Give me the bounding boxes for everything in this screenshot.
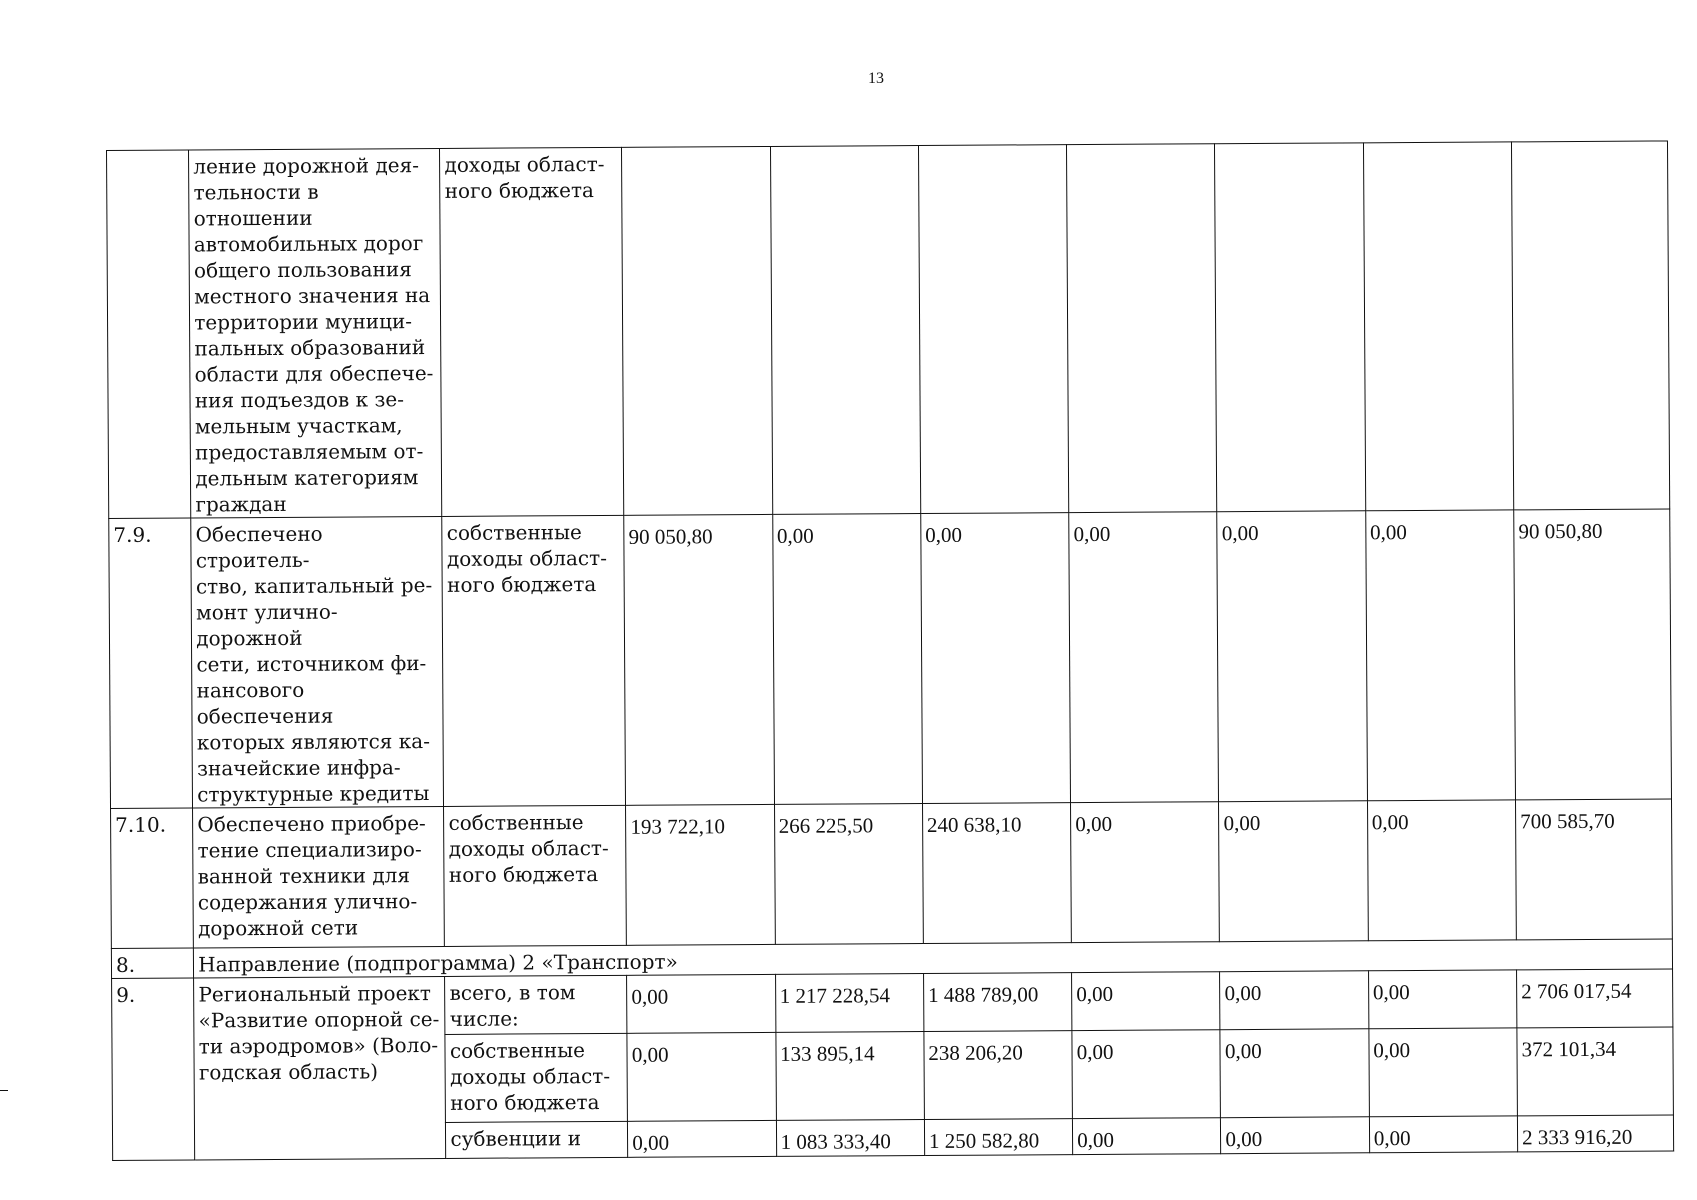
budget-table <box>106 140 1674 1161</box>
value-cell: 90 050,80 <box>624 514 774 805</box>
row-name: Обеспечено приобре- тение специализиро- ванной техники для содержания улично- дорожной сети <box>193 806 445 948</box>
row-source: доходы област- ного бюджета <box>440 147 624 516</box>
value-cell: 0,00 <box>627 1032 776 1121</box>
value-cell: 90 050,80 <box>1514 509 1672 800</box>
value-cell: 0,00 <box>1369 1116 1518 1153</box>
value-cell: 2 706 017,54 <box>1517 969 1673 1028</box>
value-cell: 0,00 <box>1071 802 1220 943</box>
value-cell: 0,00 <box>1367 800 1516 941</box>
value-cell: 1 488 789,00 <box>923 973 1072 1032</box>
value-cell: 0,00 <box>1368 970 1517 1029</box>
value-cell <box>1363 142 1514 511</box>
table-row <box>109 509 1672 809</box>
value-cell: 0,00 <box>1365 510 1515 801</box>
table-row <box>112 969 1673 1037</box>
value-cell <box>1215 143 1366 512</box>
value-cell: 700 585,70 <box>1516 799 1673 940</box>
value-cell: 0,00 <box>772 514 922 805</box>
row-name: Обеспечено строитель- ство, капитальный ре- монт улично-дорожной сети, источником фи- нансового обеспечения которых являются ка- значейские инфра- структурные кредиты <box>191 516 444 808</box>
value-cell: 0,00 <box>1072 1030 1221 1119</box>
value-cell: 0,00 <box>1073 1118 1222 1155</box>
value-cell: 0,00 <box>1219 801 1368 942</box>
row-source: собственные доходы област- ного бюджета <box>442 515 626 806</box>
value-cell: 0,00 <box>1221 1117 1370 1154</box>
value-cell: 266 225,50 <box>774 804 923 945</box>
row-source: всего, в том числе: <box>445 975 627 1034</box>
value-cell: 193 722,10 <box>626 804 775 945</box>
page-number: 13 <box>868 70 884 87</box>
value-cell: 1 250 582,80 <box>924 1119 1073 1156</box>
value-cell <box>1067 144 1218 513</box>
scan-margin-mark <box>0 1090 8 1091</box>
budget-table-container <box>106 140 1674 1161</box>
value-cell: 2 333 916,20 <box>1517 1115 1673 1152</box>
value-cell: 0,00 <box>1069 512 1219 803</box>
value-cell: 0,00 <box>921 513 1071 804</box>
row-source: субвенции и <box>446 1121 628 1158</box>
table-row <box>111 799 1673 949</box>
value-cell <box>918 145 1069 514</box>
row-number <box>107 150 192 518</box>
value-cell: 0,00 <box>1220 1029 1369 1118</box>
value-cell: 0,00 <box>627 974 776 1033</box>
value-cell: 1 217 228,54 <box>775 974 924 1033</box>
row-number: 7.10. <box>111 808 194 948</box>
value-cell: 0,00 <box>628 1120 777 1157</box>
row-source: собственные доходы област- ного бюджета <box>445 1033 627 1122</box>
row-name: Региональный проект «Развитие опорной се- ти аэродромов» (Воло- годская область) <box>194 976 446 1160</box>
value-cell: 0,00 <box>1369 1028 1518 1117</box>
value-cell: 0,00 <box>1072 972 1221 1031</box>
value-cell: 133 895,14 <box>775 1032 924 1121</box>
section-number: 8. <box>111 948 193 979</box>
value-cell: 240 638,10 <box>922 803 1071 944</box>
value-cell: 1 083 333,40 <box>776 1120 925 1157</box>
row-source: собственные доходы област- ного бюджета <box>444 805 627 946</box>
table-row <box>107 141 1670 519</box>
value-cell: 0,00 <box>1217 511 1367 802</box>
value-cell: 372 101,34 <box>1517 1027 1673 1116</box>
row-number: 9. <box>112 978 195 1160</box>
section-title: Направление (подпрограмма) 2 «Транспорт» <box>194 939 1673 978</box>
row-number: 7.9. <box>109 518 193 808</box>
value-cell <box>622 146 773 515</box>
value-cell <box>770 146 921 515</box>
value-cell <box>1512 141 1670 510</box>
value-cell: 0,00 <box>1220 971 1369 1030</box>
value-cell: 238 206,20 <box>924 1031 1073 1120</box>
row-name: ление дорожной дея- тельности в отношении автомобильных дорог общего пользования местного значения на территории муници- пальных образований области для обеспече- ния подъездов к зе- мельным участкам, предоставляемым от- дельным категориям граждан <box>189 148 442 518</box>
